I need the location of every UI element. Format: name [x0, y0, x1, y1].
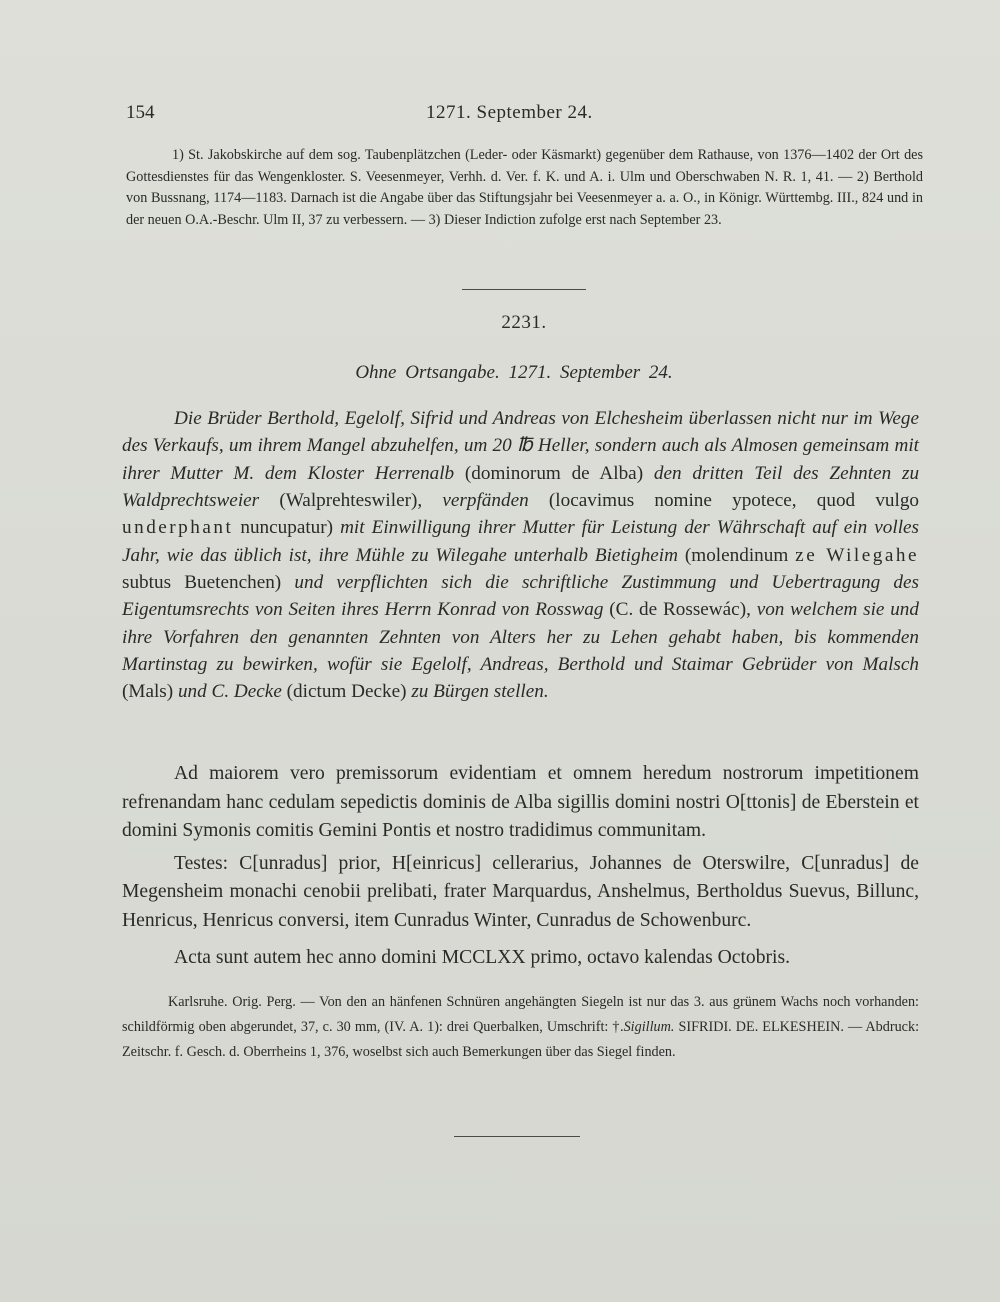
regest-text: zu Bürgen stellen.: [411, 681, 549, 703]
regest-latin-gloss: nuncupatur): [240, 517, 334, 539]
regest-text: und verpflichten sich die schriftliche Zustimmung und Uebertragung des Eigentumsrechts von Seiten ihres Herrn Konrad von Rosswag: [122, 572, 919, 621]
regest-latin-gloss: (dictum Decke): [286, 681, 407, 703]
regest-spaced-term: underphant: [122, 517, 234, 539]
regest-block: [122, 405, 919, 706]
archival-note-text: SIFRIDI. DE. ELKESHEIN. — Abdruck: Zeitschr. f. Gesch. d. Oberrheins 1, 376, woselbst sich auch Bemerkungen über das Siegel finden.: [122, 1019, 920, 1060]
regest-text: von welchem sie und ihre Vorfahren den genannten Zehnten von Alters her zu Lehen gehabt haben, bis kommenden Martinstag zu bewirken, wofür sie Egelolf, Andreas, Berthold und Staimar Gebrüder von Malsch: [122, 599, 919, 676]
regest-latin-gloss: (locavimus nomine ypotece, quod vulgo: [548, 490, 920, 512]
regest-latin-gloss: (dominorum de Alba): [464, 462, 644, 484]
page-number: 154: [126, 102, 155, 123]
regest-latin-gloss: subtus Buetenchen): [122, 572, 282, 594]
regest-spaced-term: ze Wilegahe: [795, 544, 919, 566]
regest-text: den dritten Teil des Zehnten zu Waldprechtsweier: [122, 462, 920, 512]
archival-note-text: Karlsruhe. Orig. Perg. — Von den an hänfenen Schnüren angehängten Siegeln ist nur das 3. aus grünem Wachs noch vorhanden: schildförmig oben abgerundet, 37, c. 30 mm, (IV. A. 1): drei Querbalken, Umschrift: †.: [122, 994, 919, 1035]
archival-note-sigillum: Sigillum.: [623, 1019, 675, 1035]
latin-paragraph-witnesses: Testes: C[unradus] prior, H[einricus] cellerarius, Johannes de Oterswilre, C[unradus] de Megensheim monachi cenobii prelibati, frater Marquardus, Anshelmus, Bertholdus Suevus, Billunc, Henricus, Henricus conversi, item Cunradus Winter, Cunradus de Schowenburc.: [122, 852, 919, 931]
latin-paragraph-dating: Acta sunt autem hec anno domini MCCLXX primo, octavo kalendas Octobris.: [174, 946, 790, 968]
archival-note-paragraph: [122, 990, 919, 1065]
regest-text: verpfänden: [442, 490, 529, 512]
regest-text: Die Brüder Berthold, Egelolf, Sifrid und Andreas von Elchesheim überlassen nicht nur im Wege des Verkaufs, um ihrem Mangel abzuhelfen, um 20 ℔ Heller, sondern auch als Almosen gemeinsam mit ihrer Mutter M. dem Kloster Herrenalb: [122, 408, 919, 484]
regest-paragraph: [122, 405, 919, 706]
archival-note: [122, 990, 919, 1065]
latin-paragraph-corroboration: Ad maiorem vero premissorum evidentiam et omnem heredum nostrorum impetitionem refrenandam hanc cedulam sepedictis dominis de Alba sigillis domini nostri O[ttonis] de Eberstein et domini Symonis comitis Gemini Pontis et nostro tradidimus communitam.: [122, 763, 919, 842]
document-number: 2231.: [501, 312, 547, 333]
running-title: 1271. September 24.: [426, 102, 593, 123]
footnotes-previous-document: [126, 145, 923, 231]
footnote-text: 1) St. Jakobskirche auf dem sog. Taubenplätzchen (Leder- oder Käsmarkt) gegenüber dem Rathause, von 1376—1402 der Ort des Gottesdienstes für das Wengenkloster. S. Veesenmeyer, Verhh. d. Ver. f. K. und A. i. Ulm und Oberschwaben N. R. 1, 41. — 2) Berthold von Bussnang, 1174—1183. Darnach ist die Angabe über das Stiftungsjahr bei Veesenmeyer a. a. O., in Königr. Württembg. III., 824 und in der neuen O.A.-Beschr. Ulm II, 37 zu verbessern. — 3) Dieser Indiction zufolge erst nach September 23.: [126, 147, 923, 228]
regest-latin-gloss: (C. de Rossewác),: [609, 599, 751, 621]
document-dateline: Ohne Ortsangabe. 1271. September 24.: [355, 362, 673, 383]
separator-rule-top: [462, 289, 586, 290]
regest-latin-gloss: (Walprehteswiler),: [279, 490, 423, 512]
regest-latin-gloss: (Mals): [122, 681, 174, 703]
separator-rule-bottom: [454, 1136, 580, 1137]
latin-text-block: [122, 760, 919, 972]
regest-latin-gloss: (molendinum: [684, 544, 789, 566]
regest-text: mit Einwilligung ihrer Mutter für Leistung der Währschaft auf ein volles Jahr, wie das üblich ist, ihre Mühle zu Wilegahe unterhalb Bietigheim: [122, 517, 920, 566]
page-header: [126, 102, 921, 132]
regest-text: und C. Decke: [177, 681, 282, 703]
